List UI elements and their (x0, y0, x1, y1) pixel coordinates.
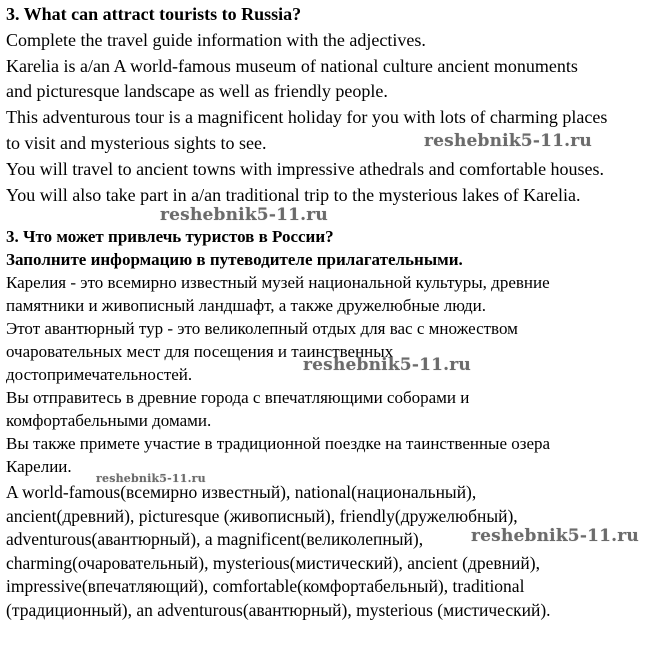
russian-line: Карелия - это всемирно известный музей национальной культуры, древние (6, 273, 550, 292)
english-line: You will travel to ancient towns with impressive athedrals and comfortable houses. (6, 158, 605, 179)
answer-line: adventurous(авантюрный), a magnificent(великолепный), (6, 529, 424, 550)
english-section (6, 2, 662, 208)
english-line: and picturesque landscape as well as friendly people. (6, 81, 388, 102)
english-line: Karelia is a/an A world-famous museum of national culture ancient monuments (6, 55, 578, 76)
russian-line: Этот авантюрный тур - это великолепный отдых для вас с множеством (6, 319, 518, 338)
answer-line: (традиционный), an adventurous(авантюрный), mysterious (мистический). (6, 599, 551, 620)
russian-line: достопримечательностей. (6, 365, 193, 384)
answer-line: ancient(древний), picturesque (живописный), friendly(дружелюбный), (6, 505, 518, 526)
english-line: Complete the travel guide information with the adjectives. (6, 29, 426, 50)
russian-line: комфортабельными домами. (6, 411, 212, 430)
answer-line: charming(очаровательный), mysterious(мистический), ancient (древний), (6, 552, 540, 573)
english-task-title: 3. What can attract tourists to Russia? (6, 4, 302, 24)
answer-line: A world-famous(всемирно известный), national(национальный), (6, 482, 477, 502)
answer-line: impressive(впечатляющий), comfortable(комфортабельный), traditional (6, 576, 525, 597)
english-line: to visit and mysterious sights to see. (6, 132, 267, 153)
russian-task-title: 3. Что может привлечь туристов в России? (6, 227, 334, 246)
russian-task-subtitle: Заполните информацию в путеводителе прилагательными. (6, 250, 463, 269)
russian-line: очаровательных мест для посещения и таинственных (6, 342, 394, 361)
russian-section (6, 225, 662, 478)
russian-line: Вы также примете участие в традиционной поездке на таинственные озера (6, 434, 551, 453)
russian-line: Карелии. (6, 457, 72, 476)
english-line: This adventurous tour is a magnificent holiday for you with lots of charming places (6, 107, 608, 128)
watermark: reshebnik5-11.ru (424, 131, 592, 151)
watermark: reshebnik5-11.ru (96, 472, 206, 485)
russian-line: памятники и живописный ландшафт, а также дружелюбные люди. (6, 296, 487, 315)
russian-line: Вы отправитесь в древние города с впечатляющими соборами и (6, 388, 470, 407)
watermark: reshebnik5-11.ru (303, 355, 471, 375)
answer-section (6, 481, 662, 623)
english-line: You will also take part in a/an traditional trip to the mysterious lakes of Karelia. (6, 184, 581, 205)
watermark: reshebnik5-11.ru (471, 526, 639, 546)
watermark: reshebnik5-11.ru (160, 205, 328, 225)
